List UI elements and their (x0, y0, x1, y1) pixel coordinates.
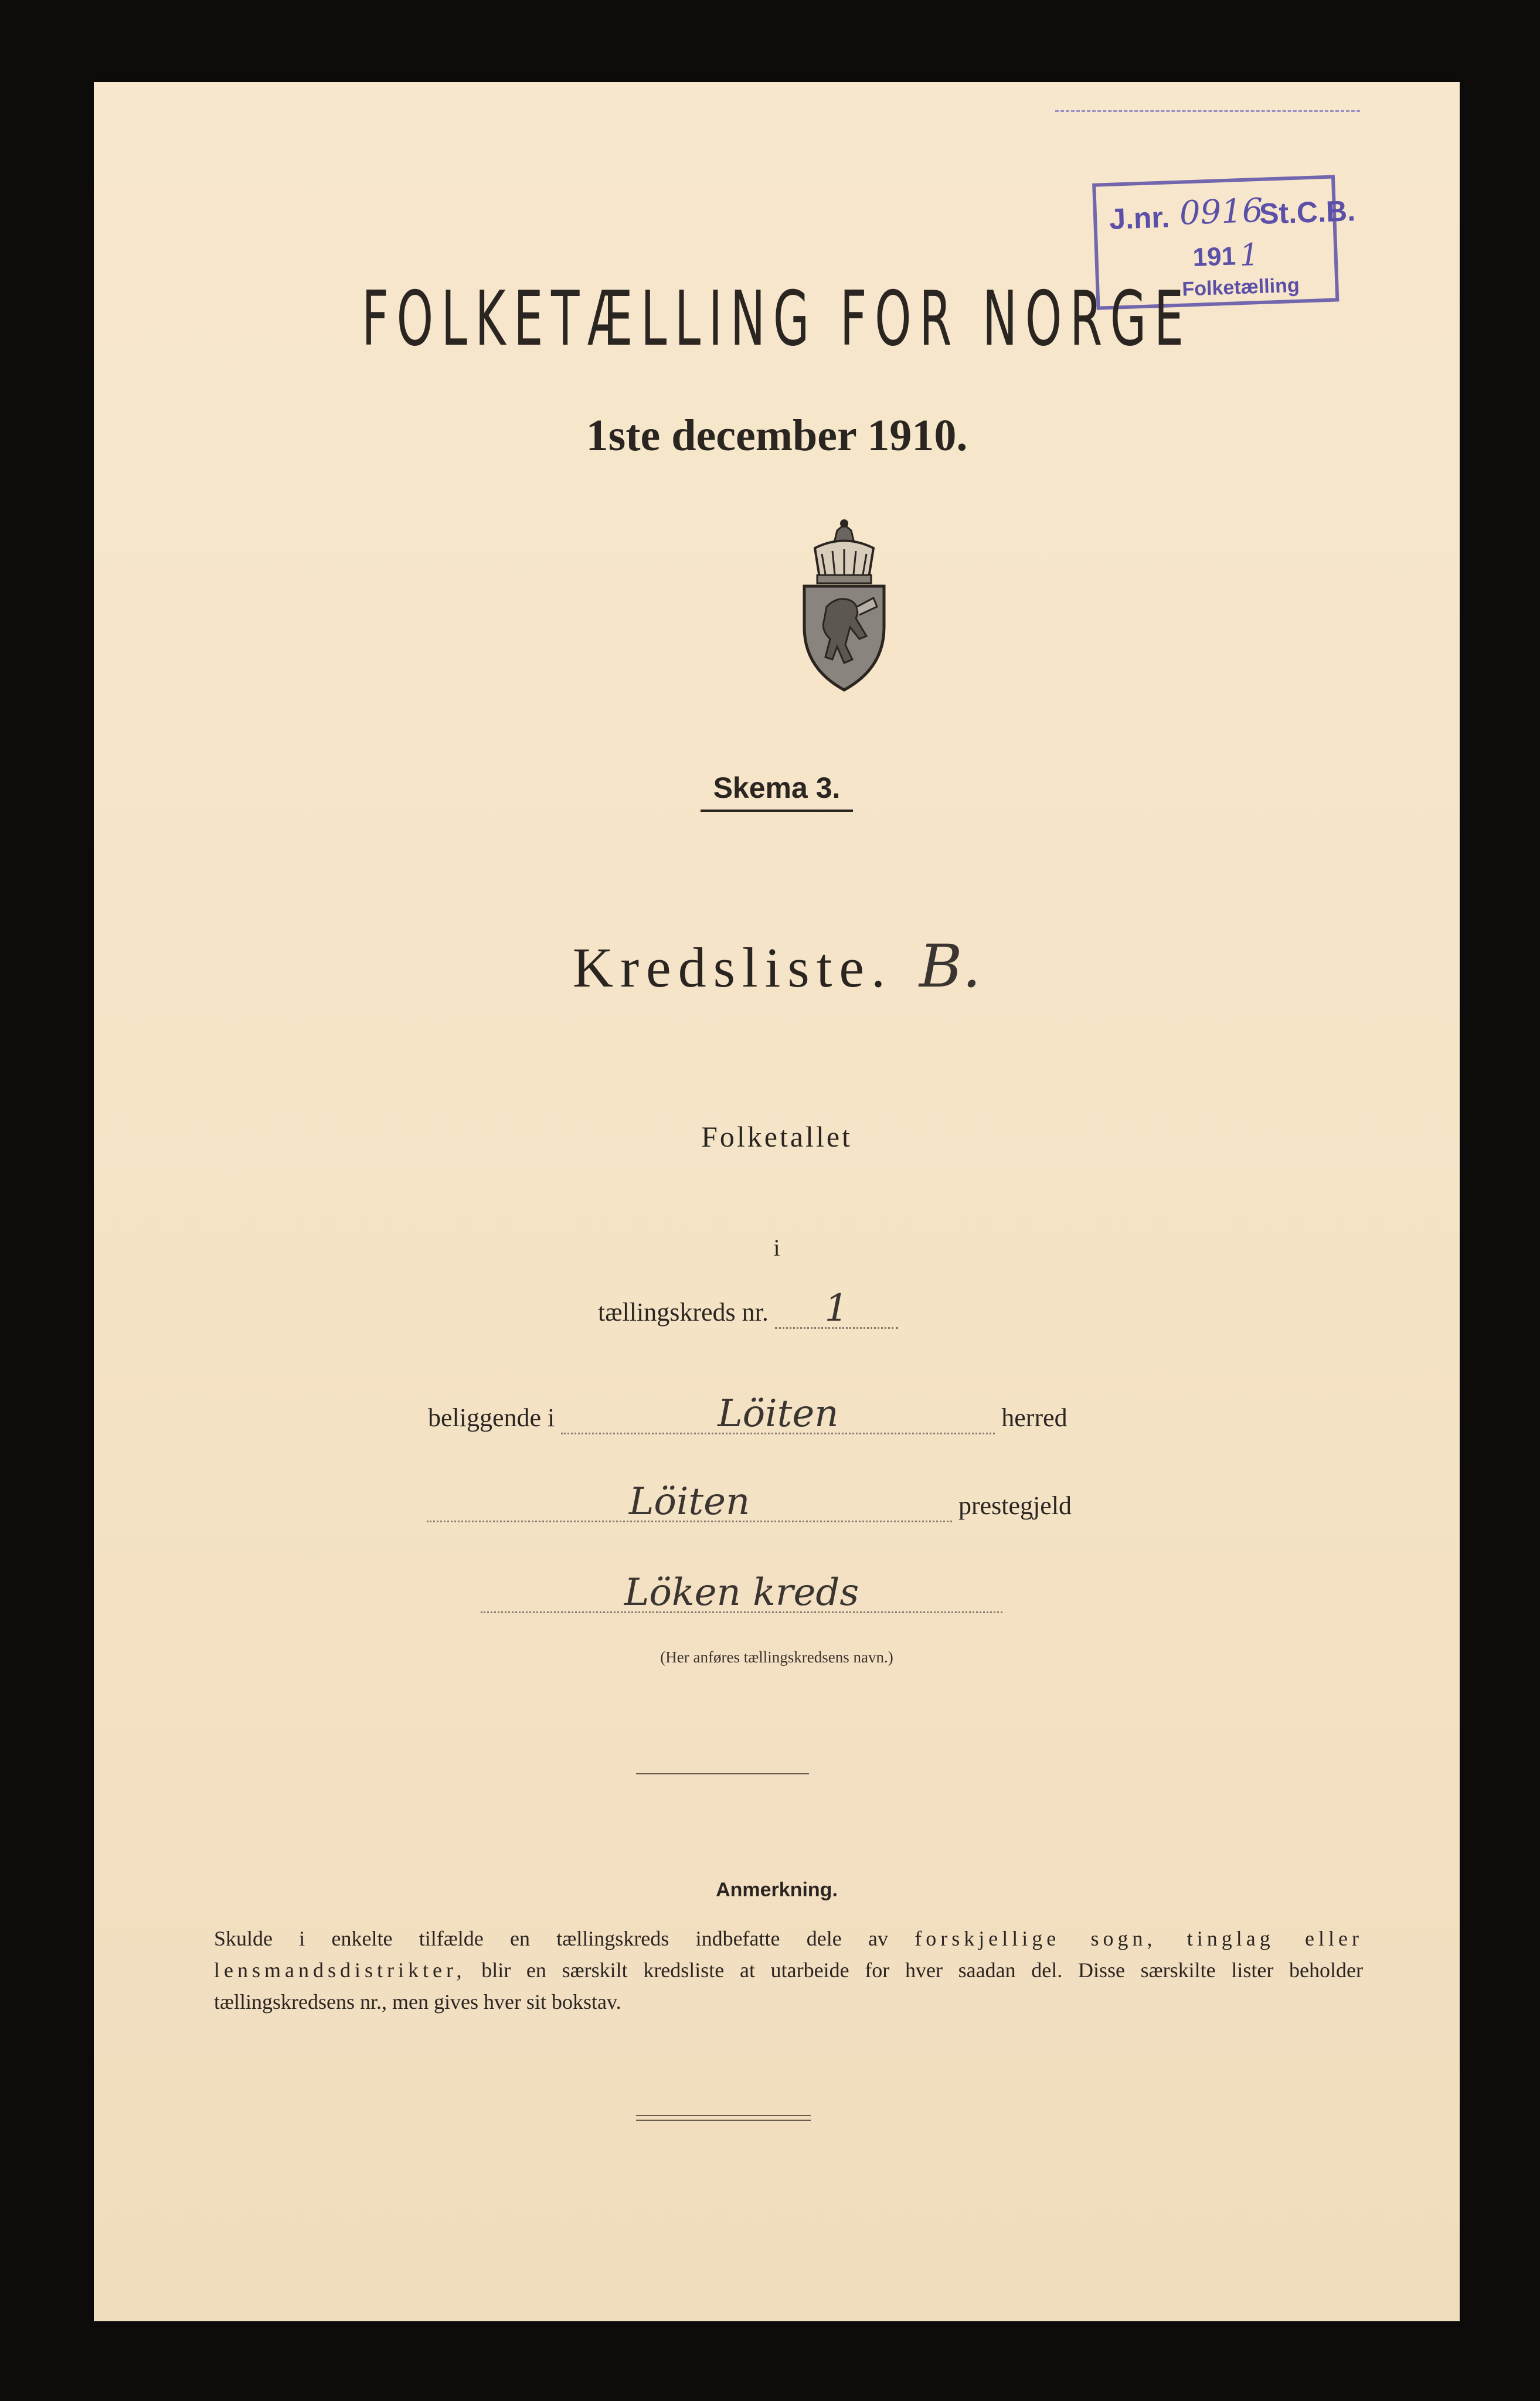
schema-label: Skema 3. (701, 771, 854, 812)
kreds-name-note: (Her anføres tællingskredsens navn.) (660, 1648, 893, 1666)
prestegjeld-value: Löiten (628, 1480, 750, 1523)
list-label: Kredsliste. (572, 936, 892, 999)
stamp-suffix: St.C.B. (1259, 194, 1356, 230)
prestegjeld-label: prestegjeld (958, 1491, 1072, 1520)
folketallet-heading: Folketallet (701, 1120, 852, 1153)
kreds-name-row (481, 1571, 1002, 1614)
census-date: 1ste december 1910. (586, 411, 968, 460)
kreds-name-field (481, 1571, 1002, 1614)
kreds-number-field (775, 1287, 898, 1330)
double-divider-top (636, 2115, 811, 2116)
stamp-number: 0916 (1178, 191, 1264, 233)
kreds-number-label: tællingskreds nr. (598, 1298, 769, 1327)
list-type-row (94, 932, 1460, 1001)
stamp-prefix: J.nr. (1109, 200, 1171, 236)
stamp-dashed-line (1055, 110, 1360, 112)
herred-row (428, 1392, 1068, 1436)
stamp-year: 191 (1192, 242, 1236, 272)
note-heading: Anmerkning. (716, 1879, 838, 1901)
list-letter: B. (919, 932, 981, 1001)
note-text-spaced: forskjellige sogn, tinglag eller lensmandsdistrikter, (214, 1927, 1364, 1982)
prestegjeld-row (427, 1480, 1072, 1523)
beliggende-label: beliggende i (428, 1403, 555, 1432)
herred-label: herred (1001, 1403, 1068, 1432)
census-form-page (94, 82, 1460, 2321)
form-title: FOLKETÆLLING FOR NORGE (362, 276, 1192, 363)
kreds-number-row (598, 1287, 898, 1330)
kreds-name-value: Löken kreds (624, 1571, 859, 1614)
kreds-number-value: 1 (824, 1287, 849, 1330)
note-text-part-1: Skulde i enkelte tilfælde en tællingskreds indbefatte dele av (214, 1927, 888, 1950)
stamp-department: Folketælling (1181, 274, 1300, 301)
double-divider-bottom (636, 2120, 811, 2121)
coat-of-arms-icon (791, 519, 897, 695)
prestegjeld-field (427, 1480, 952, 1523)
herred-value: Löiten (718, 1392, 839, 1436)
herred-field (561, 1392, 995, 1436)
preposition-label: i (773, 1234, 780, 1261)
note-body (214, 1923, 1363, 2018)
divider (636, 1773, 809, 1774)
stamp-year-hand: 1 (1239, 237, 1260, 274)
schema-heading (94, 771, 1460, 812)
note-text-part-2: blir en særskilt kredsliste at utarbeide for hver saadan del. Disse særskilte lister beholder tællingskredsens nr., men gives hver sit bokstav. (214, 1958, 1363, 2014)
